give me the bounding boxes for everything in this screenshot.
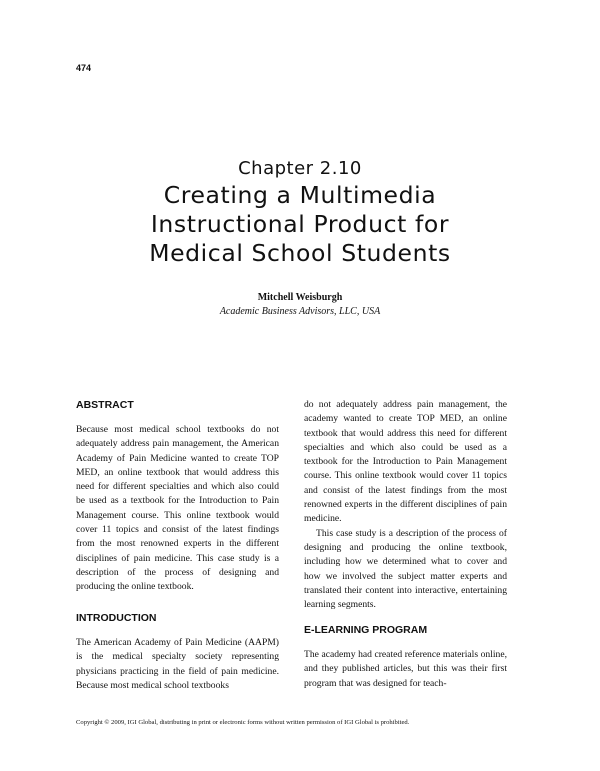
introduction-body: [76, 636, 279, 693]
right-column-para-1: do not adequately address pain management, the academy wanted to create TOP MED, an online textbook that would address this need for different specialties and which also could be used as a textbook for the Introduction to Pain Management course. This online textbook would cover 11 topics and consist of the latest findings from the most renowned experts in the different disciplines of pain medicine.: [304, 399, 507, 525]
copyright-footer: Copyright © 2009, IGI Global, distributing in print or electronic forms without written permission of IGI Global is prohibited.: [76, 719, 410, 726]
author-affiliation: Academic Business Advisors, LLC, USA: [219, 306, 381, 317]
abstract-text: Because most medical school textbooks do not adequately address pain management, the American Academy of Pain Medicine wanted to create TOP MED, an online textbook that would address this need for different specialties and which also could be used as a textbook for the Introduction to Pain Management course. This online textbook would cover 11 topics and consist of the latest findings from the most renowned experts in the different disciplines of pain medicine. This case study is a description of the process of designing and producing the online textbook.: [76, 424, 279, 593]
introduction-text: The American Academy of Pain Medicine (AAPM) is the medical specialty society representing physicians practicing in the field of pain medicine. Because most medical school textbooks: [76, 637, 279, 691]
right-column-para-2: This case study is a description of the process of designing and producing the online textbook, including how we determined what to cover and how we involved the subject matter experts and translated their content into interactive, entertaining learning segments.: [304, 527, 507, 611]
chapter-title: Creating a Multimedia Instructional Product for Medical School Students: [149, 181, 451, 267]
elearning-body: [304, 648, 507, 691]
author-name: Mitchell Weisburgh: [257, 292, 343, 303]
right-column-body: [304, 398, 507, 612]
elearning-text: The academy had created reference materials online, and they published articles, but this was their first program that was designed for teach-: [304, 649, 507, 689]
abstract-body: [76, 423, 279, 595]
chapter-label: Chapter 2.10: [238, 158, 362, 179]
elearning-heading: E-LEARNING PROGRAM: [304, 624, 428, 636]
page-number: 474: [76, 63, 92, 73]
introduction-heading: INTRODUCTION: [76, 612, 157, 624]
abstract-heading: ABSTRACT: [76, 399, 134, 411]
